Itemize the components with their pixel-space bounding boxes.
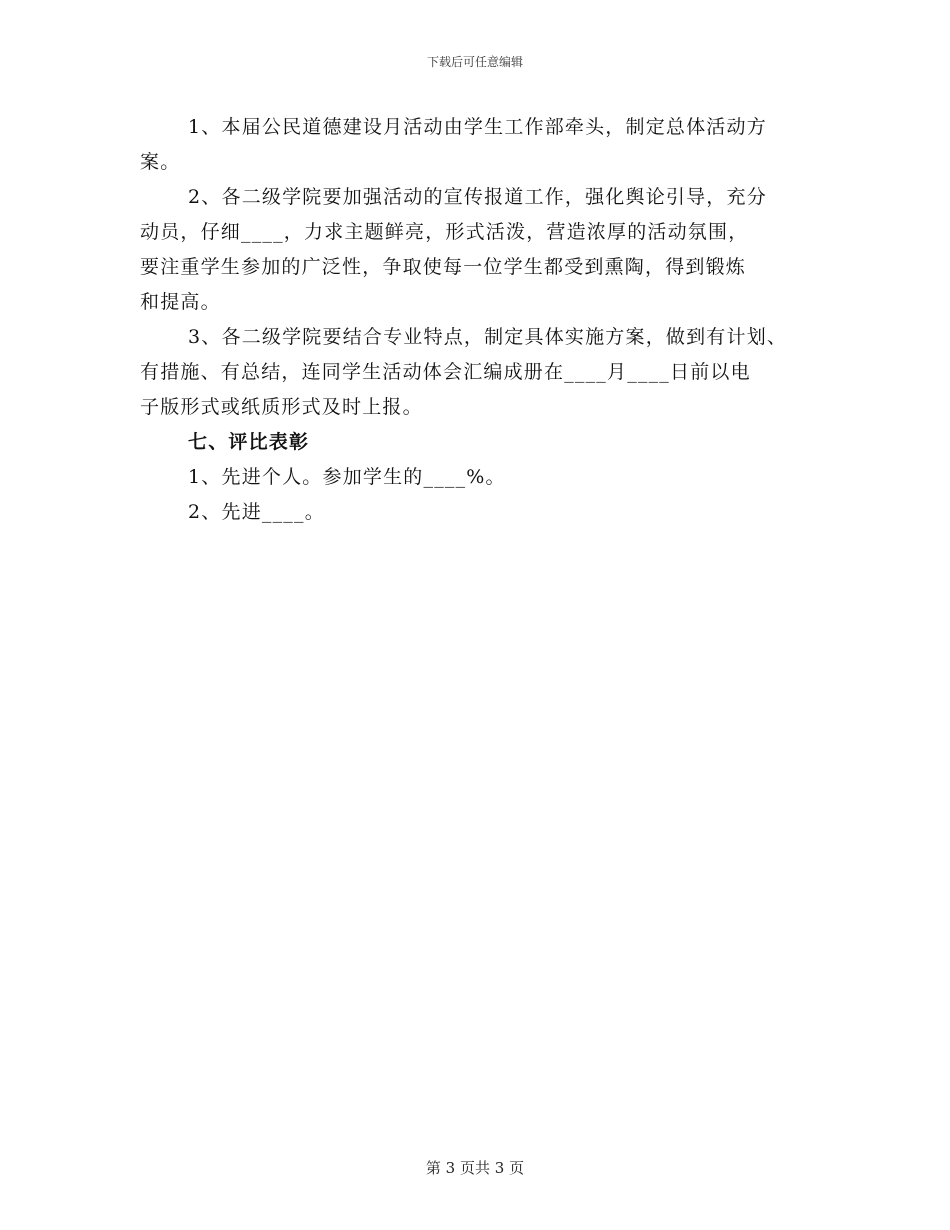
page-header-note: 下载后可任意编辑 xyxy=(426,55,523,69)
paragraph-2-line-3: 要注重学生参加的广泛性，争取使每一位学生都受到熏陶，得到锻炼 xyxy=(140,256,747,278)
document-body xyxy=(140,110,820,530)
paragraph-3 xyxy=(140,320,820,425)
paragraph-2 xyxy=(140,180,820,320)
paragraph-3-line-3: 子版形式或纸质形式及时上报。 xyxy=(140,396,423,418)
awards-item-2: 2、先进____。 xyxy=(188,501,325,523)
paragraph-2-line-2: 动员，仔细____，力求主题鲜亮，形式活泼，营造浓厚的活动氛围， xyxy=(140,221,749,243)
paragraph-2-line-4: 和提高。 xyxy=(140,291,221,313)
paragraph-1 xyxy=(140,110,820,180)
awards-item-1: 1、先进个人。参加学生的____%。 xyxy=(188,466,506,488)
page-number-footer: 第 3 页共 3 页 xyxy=(425,1159,525,1177)
paragraph-1-line-1: 1、本届公民道德建设月活动由学生工作部牵头，制定总体活动方 xyxy=(188,116,767,138)
paragraph-2-line-1: 2、各二级学院要加强活动的宣传报道工作，强化舆论引导，充分 xyxy=(188,186,767,208)
paragraph-1-line-2: 案。 xyxy=(140,151,181,173)
paragraph-3-line-1: 3、各二级学院要结合专业特点，制定具体实施方案，做到有计划、 xyxy=(188,326,788,348)
section-heading-awards: 七、评比表彰 xyxy=(188,431,310,453)
paragraph-3-line-2: 有措施、有总结，连同学生活动体会汇编成册在____月____日前以电 xyxy=(140,361,751,383)
